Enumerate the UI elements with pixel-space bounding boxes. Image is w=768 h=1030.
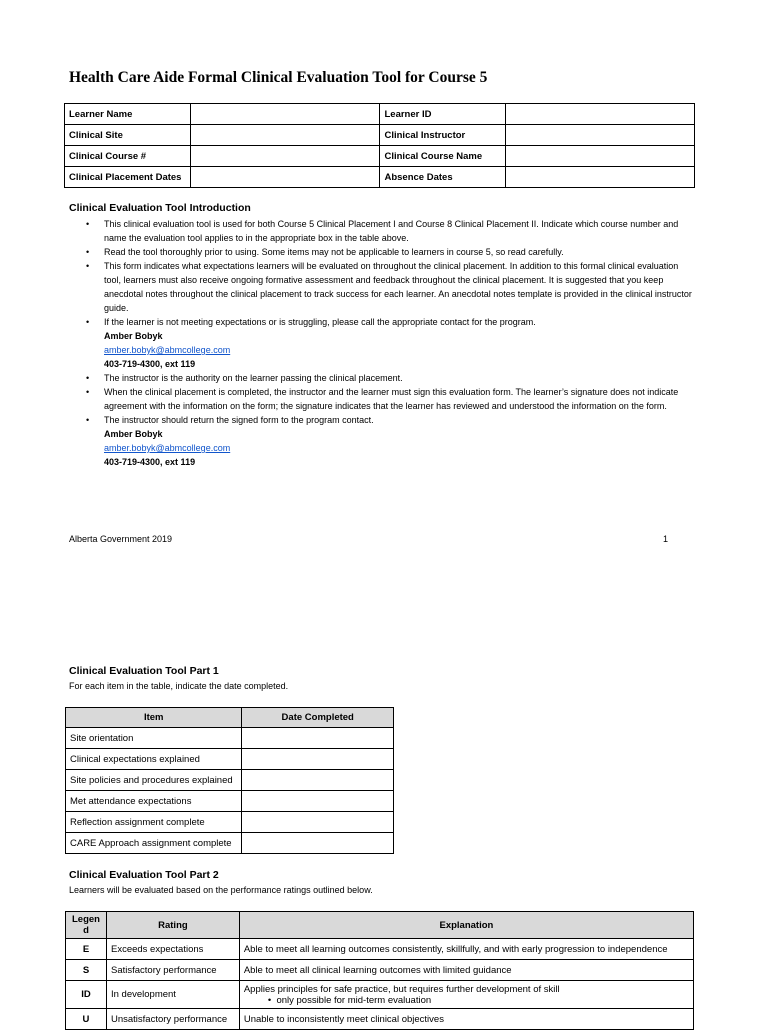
date-completed-field[interactable]	[242, 749, 394, 770]
item-cell: Reflection assignment complete	[66, 812, 242, 833]
clinical-course-name-field[interactable]	[505, 146, 694, 167]
date-completed-field[interactable]	[242, 791, 394, 812]
date-completed-field[interactable]	[242, 728, 394, 749]
learner-name-field[interactable]	[191, 104, 380, 125]
contact-name: Amber Bobyk	[104, 429, 163, 439]
bullet-icon: •	[86, 247, 90, 257]
part1-heading: Clinical Evaluation Tool Part 1	[69, 665, 219, 677]
bullet-text: Read the tool thoroughly prior to using. Some items may not be applicable to learners in course 5, so read carefully.	[104, 247, 564, 257]
list-item	[86, 245, 696, 259]
table-row	[65, 104, 695, 125]
part1-table	[65, 707, 394, 854]
intro-heading: Clinical Evaluation Tool Introduction	[69, 202, 251, 214]
bullet-text: This form indicates what expectations learners will be evaluated on throughout the clinical placement. In addition to this formal clinical evaluation tool, learners must also receive ongoing formative assessment and feedback throughout the clinical placement. It is suggested that you keep anecdotal notes throughout the clinical placement to track success for each learner. An anecdotal notes template is provided in the clinical instructor guide.	[104, 261, 692, 313]
table-header-row	[66, 708, 394, 728]
bullet-icon: •	[86, 387, 90, 397]
bullet-text: The instructor is the authority on the learner passing the clinical placement.	[104, 373, 403, 383]
part2-heading: Clinical Evaluation Tool Part 2	[69, 869, 219, 881]
part2-instructions: Learners will be evaluated based on the performance ratings outlined below.	[69, 885, 373, 895]
item-cell: Met attendance expectations	[66, 791, 242, 812]
bullet-icon: •	[86, 219, 90, 229]
clinical-course-number-field[interactable]	[191, 146, 380, 167]
legend-cell: ID	[66, 981, 107, 1009]
table-row	[66, 770, 394, 791]
date-completed-field[interactable]	[242, 833, 394, 854]
table-row	[66, 728, 394, 749]
label-clinical-placement-dates: Clinical Placement Dates	[65, 167, 191, 188]
label-absence-dates: Absence Dates	[380, 167, 505, 188]
document-title: Health Care Aide Formal Clinical Evaluation Tool for Course 5	[69, 69, 488, 86]
list-item	[86, 259, 696, 315]
intro-bullet-list	[86, 217, 696, 469]
explanation-cell: Able to meet all clinical learning outcomes with limited guidance	[239, 960, 693, 981]
contact-email-link[interactable]: amber.bobyk@abmcollege.com	[104, 443, 231, 453]
table-header-row	[66, 912, 694, 939]
contact-email-link[interactable]: amber.bobyk@abmcollege.com	[104, 345, 231, 355]
list-item	[86, 413, 696, 469]
footer-text: Alberta Government 2019	[69, 534, 173, 544]
item-cell: Site policies and procedures explained	[66, 770, 242, 791]
item-cell: Site orientation	[66, 728, 242, 749]
sub-bullet-text: only possible for mid-term evaluation	[276, 994, 432, 1006]
rating-cell: Unsatisfactory performance	[106, 1009, 239, 1030]
rating-cell: Satisfactory performance	[106, 960, 239, 981]
table-row	[66, 981, 694, 1009]
label-clinical-course-number: Clinical Course #	[65, 146, 191, 167]
date-completed-field[interactable]	[242, 812, 394, 833]
clinical-placement-dates-field[interactable]	[191, 167, 380, 188]
bullet-icon: •	[86, 415, 90, 425]
bullet-icon: •	[86, 261, 90, 271]
list-item	[86, 217, 696, 245]
contact-phone: 403-719-4300, ext 119	[104, 457, 196, 467]
bullet-text: The instructor should return the signed form to the program contact.	[104, 415, 374, 425]
bullet-icon: •	[267, 994, 272, 1006]
legend-cell: U	[66, 1009, 107, 1030]
explanation-cell: Unable to inconsistently meet clinical objectives	[239, 1009, 693, 1030]
bullet-text: When the clinical placement is completed, the instructor and the learner must sign this evaluation form. The learner’s signature does not indicate agreement with the information on the form; the signature indicates that the learner has reviewed and understood the information on the form.	[104, 387, 679, 411]
date-completed-field[interactable]	[242, 770, 394, 791]
rating-cell: In development	[106, 981, 239, 1009]
explanation-text: Applies principles for safe practice, but requires further development of skill	[243, 983, 560, 995]
column-header-rating: Rating	[106, 912, 239, 939]
label-learner-name: Learner Name	[65, 104, 191, 125]
page-number: 1	[663, 534, 669, 544]
rating-cell: Exceeds expectations	[106, 939, 239, 960]
list-item	[86, 385, 696, 413]
table-row	[65, 146, 695, 167]
label-clinical-site: Clinical Site	[65, 125, 191, 146]
explanation-cell: Able to meet all learning outcomes consistently, skillfully, and with early progression to independence	[239, 939, 693, 960]
clinical-site-field[interactable]	[191, 125, 380, 146]
table-row	[66, 749, 394, 770]
table-row	[66, 812, 394, 833]
clinical-instructor-field[interactable]	[505, 125, 694, 146]
sub-bullet-item	[244, 995, 689, 1006]
table-row	[65, 125, 695, 146]
table-row	[66, 960, 694, 981]
list-item	[86, 315, 696, 371]
column-header-date-completed: Date Completed	[242, 708, 394, 728]
bullet-icon: •	[86, 373, 90, 383]
bullet-icon: •	[86, 317, 90, 327]
legend-cell: E	[66, 939, 107, 960]
learner-info-table	[64, 103, 695, 188]
explanation-cell	[239, 981, 693, 1009]
column-header-explanation: Explanation	[239, 912, 693, 939]
bullet-text: If the learner is not meeting expectations or is struggling, please call the appropriate contact for the program.	[104, 317, 536, 327]
item-cell: Clinical expectations explained	[66, 749, 242, 770]
table-row	[66, 1009, 694, 1030]
table-row	[66, 791, 394, 812]
contact-phone: 403-719-4300, ext 119	[104, 359, 196, 369]
table-row	[65, 167, 695, 188]
absence-dates-field[interactable]	[505, 167, 694, 188]
bullet-text: This clinical evaluation tool is used for both Course 5 Clinical Placement I and Course 8 Clinical Placement II. Indicate which course number and name the evaluation tool applies to in the appropriate box in the table above.	[104, 219, 679, 243]
legend-cell: S	[66, 960, 107, 981]
learner-id-field[interactable]	[505, 104, 694, 125]
table-row	[66, 833, 394, 854]
list-item	[86, 371, 696, 385]
part1-instructions: For each item in the table, indicate the date completed.	[69, 681, 289, 691]
column-header-item: Item	[66, 708, 242, 728]
label-clinical-course-name: Clinical Course Name	[380, 146, 505, 167]
item-cell: CARE Approach assignment complete	[66, 833, 242, 854]
label-clinical-instructor: Clinical Instructor	[380, 125, 505, 146]
ratings-table	[65, 911, 694, 1030]
contact-name: Amber Bobyk	[104, 331, 163, 341]
column-header-legend: Legen d	[66, 912, 107, 939]
label-learner-id: Learner ID	[380, 104, 505, 125]
table-row	[66, 939, 694, 960]
